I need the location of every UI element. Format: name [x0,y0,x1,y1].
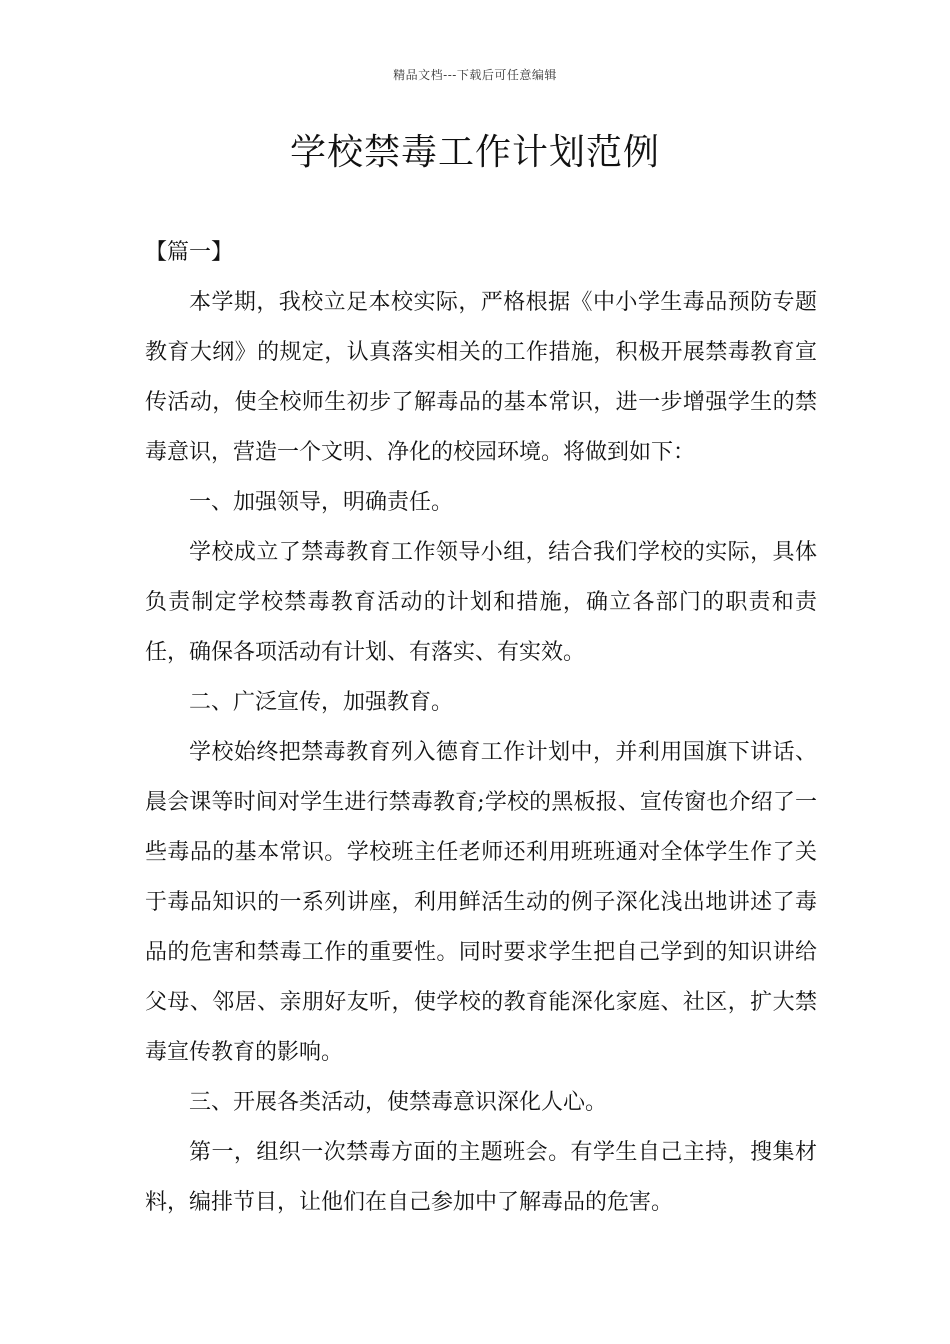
section-mark: 【篇一】 [145,240,234,265]
header-note: 精品文档---下载后可任意编辑 [393,68,557,82]
paragraph-publicity: 学校始终把禁毒教育列入德育工作计划中，并利用国旗下讲话、晨会课等时间对学生进行禁毒教育;学校的黑板报、宣传窗也介绍了一些毒品的基本常识。学校班主任老师还利用班班通对全体学生作了关于毒品知识的一系列讲座，利用鲜活生动的例子深化浅出地讲述了毒品的危害和禁毒工作的重要性。同时要求学生把自己学到的知识讲给父母、邻居、亲朋好友听，使学校的教育能深化家庭、社区，扩大禁毒宣传教育的影响。 [145,740,817,1065]
document-body [145,228,817,1228]
document-title: 学校禁毒工作计划范例 [289,132,660,173]
heading-activities: 三、开展各类活动，使禁毒意识深化人心。 [189,1090,608,1115]
heading-leadership: 一、加强领导，明确责任。 [189,490,454,515]
paragraph-activities: 第一，组织一次禁毒方面的主题班会。有学生自己主持，搜集材料，编排节目，让他们在自己参加中了解毒品的危害。 [145,1140,817,1215]
paragraph-leadership: 学校成立了禁毒教育工作领导小组，结合我们学校的实际，具体负责制定学校禁毒教育活动的计划和措施，确立各部门的职责和责任，确保各项活动有计划、有落实、有实效。 [145,540,817,665]
heading-publicity: 二、广泛宣传，加强教育。 [189,690,454,715]
paragraph-intro: 本学期，我校立足本校实际，严格根据《中小学生毒品预防专题教育大纲》的规定，认真落实相关的工作措施，积极开展禁毒教育宣传活动，使全校师生初步了解毒品的基本常识，进一步增强学生的禁毒意识，营造一个文明、净化的校园环境。将做到如下： [145,290,817,465]
